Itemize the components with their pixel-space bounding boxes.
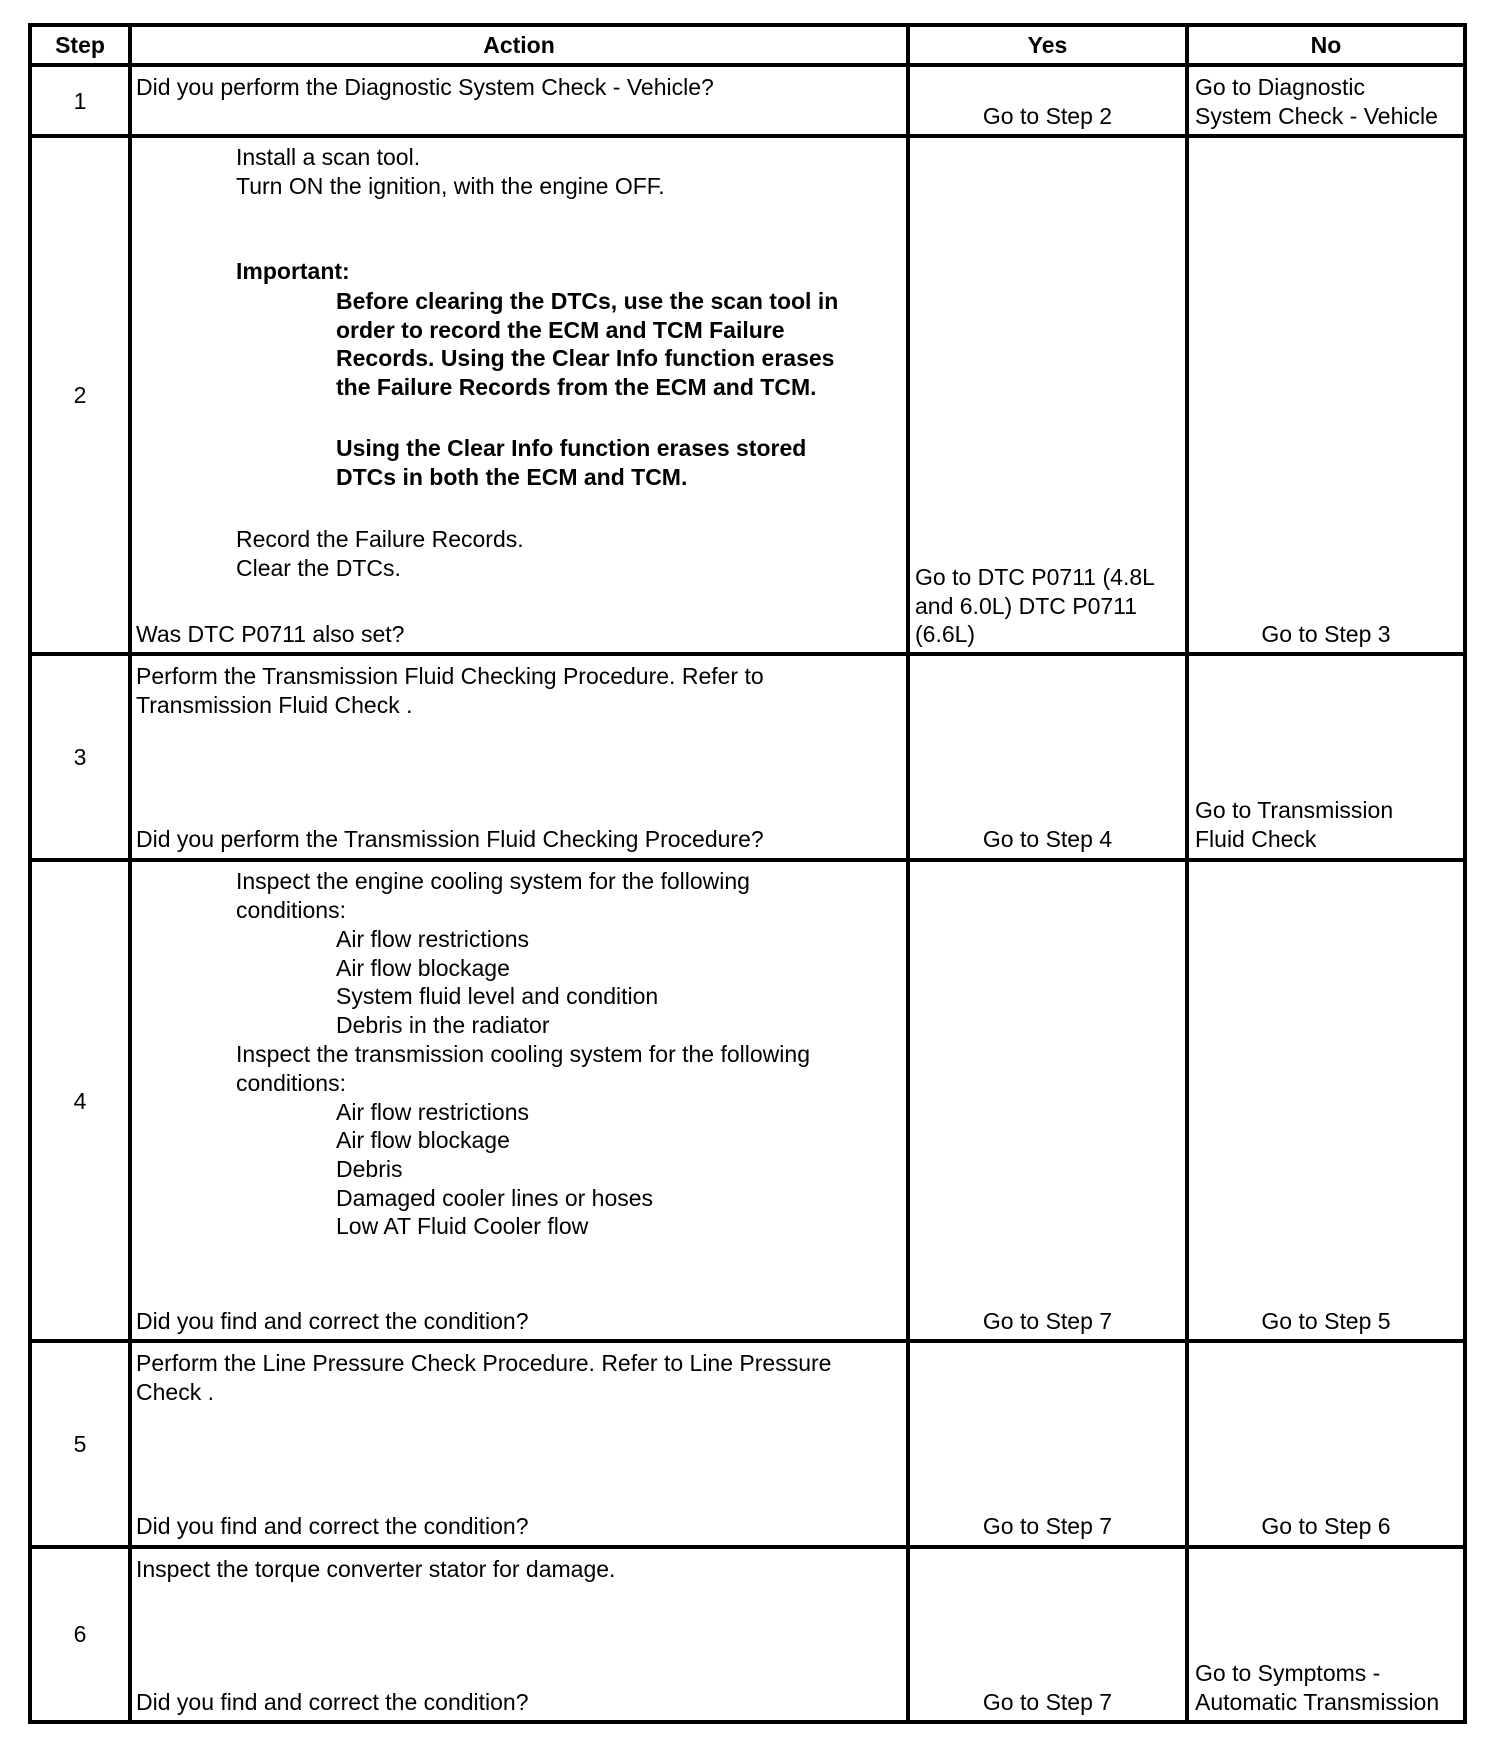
action-question: Did you perform the Diagnostic System Check - Vehicle? [136, 74, 714, 100]
step-number: 3 [73, 744, 87, 770]
header-yes: Yes [1027, 32, 1068, 58]
sub-item: Air flow blockage [336, 1127, 510, 1153]
action-question: Did you perform the Transmission Fluid Checking Procedure? [136, 826, 764, 852]
yes-link[interactable]: Go to Step 7 [982, 1513, 1113, 1539]
action-text: Inspect the torque converter stator for damage. [136, 1556, 616, 1582]
yes-link[interactable]: Go to Step 7 [982, 1308, 1113, 1334]
important-note: order to record the ECM and TCM Failure [336, 317, 785, 343]
action-text: Transmission Fluid Check . [136, 692, 413, 718]
row-divider [28, 1339, 1467, 1343]
yes-link[interactable]: Go to Step 4 [982, 826, 1113, 852]
row-divider [28, 652, 1467, 656]
yes-link[interactable]: (6.6L) [915, 621, 976, 647]
column-divider [906, 23, 910, 1724]
row-divider [28, 134, 1467, 138]
no-link[interactable]: Go to Symptoms - [1195, 1660, 1381, 1686]
step-number: 6 [73, 1621, 87, 1647]
row-divider [28, 858, 1467, 862]
action-text: Perform the Line Pressure Check Procedure. Refer to Line Pressure [136, 1350, 832, 1376]
header-action: Action [483, 32, 555, 58]
no-link[interactable]: Go to Diagnostic [1195, 74, 1366, 100]
sub-item: Debris in the radiator [336, 1012, 550, 1038]
important-note: Records. Using the Clear Info function erases [336, 345, 835, 371]
table-border-bottom [28, 1720, 1467, 1724]
important-label: Important: [236, 258, 350, 284]
important-note: DTCs in both the ECM and TCM. [336, 464, 688, 490]
no-link[interactable]: Go to Step 3 [1261, 621, 1391, 647]
column-divider [128, 23, 132, 1724]
action-question: Did you find and correct the condition? [136, 1308, 529, 1334]
header-step: Step [55, 32, 105, 58]
important-note: the Failure Records from the ECM and TCM. [336, 374, 817, 400]
action-text: Perform the Transmission Fluid Checking Procedure. Refer to [136, 663, 764, 689]
step-number: 2 [73, 382, 87, 408]
sub-item: Air flow blockage [336, 955, 510, 981]
important-note: Before clearing the DTCs, use the scan tool in [336, 288, 839, 314]
action-item: Inspect the engine cooling system for the following [236, 868, 750, 894]
important-note: Using the Clear Info function erases stored [336, 435, 807, 461]
sub-item: Air flow restrictions [336, 1099, 529, 1125]
sub-item: Damaged cooler lines or hoses [336, 1185, 654, 1211]
no-link[interactable]: System Check - Vehicle [1195, 103, 1438, 129]
no-link[interactable]: Fluid Check [1195, 826, 1317, 852]
no-link[interactable]: Go to Step 5 [1261, 1308, 1391, 1334]
action-item: Install a scan tool. [236, 144, 421, 170]
action-question: Was DTC P0711 also set? [136, 621, 405, 647]
yes-link[interactable]: Go to Step 2 [982, 103, 1113, 129]
action-item: conditions: [236, 897, 346, 923]
no-link[interactable]: Automatic Transmission [1195, 1689, 1440, 1715]
no-link[interactable]: Go to Step 6 [1261, 1513, 1391, 1539]
no-link[interactable]: Go to Transmission [1195, 797, 1394, 823]
table-border-left [28, 23, 32, 1724]
action-item: conditions: [236, 1070, 346, 1096]
sub-item: Debris [336, 1156, 403, 1182]
yes-link[interactable]: Go to DTC P0711 (4.8L [915, 564, 1155, 590]
action-item: Inspect the transmission cooling system for the following [236, 1041, 810, 1067]
action-item: Clear the DTCs. [236, 555, 401, 581]
action-item: Record the Failure Records. [236, 526, 524, 552]
action-item: Turn ON the ignition, with the engine OFF. [236, 173, 665, 199]
yes-link[interactable]: and 6.0L) DTC P0711 [915, 593, 1138, 619]
row-divider [28, 1545, 1467, 1549]
sub-item: System fluid level and condition [336, 983, 659, 1009]
column-divider [1185, 23, 1189, 1724]
action-text: Check . [136, 1379, 214, 1405]
step-number: 5 [73, 1431, 87, 1457]
step-number: 4 [73, 1088, 87, 1114]
sub-item: Low AT Fluid Cooler flow [336, 1213, 589, 1239]
header-no: No [1310, 32, 1342, 58]
sub-item: Air flow restrictions [336, 926, 529, 952]
yes-link[interactable]: Go to Step 7 [982, 1689, 1113, 1715]
table-border-top [28, 23, 1467, 27]
step-number: 1 [73, 88, 87, 114]
action-question: Did you find and correct the condition? [136, 1513, 529, 1539]
header-divider [28, 63, 1467, 67]
table-border-right [1463, 23, 1467, 1724]
action-question: Did you find and correct the condition? [136, 1689, 529, 1715]
